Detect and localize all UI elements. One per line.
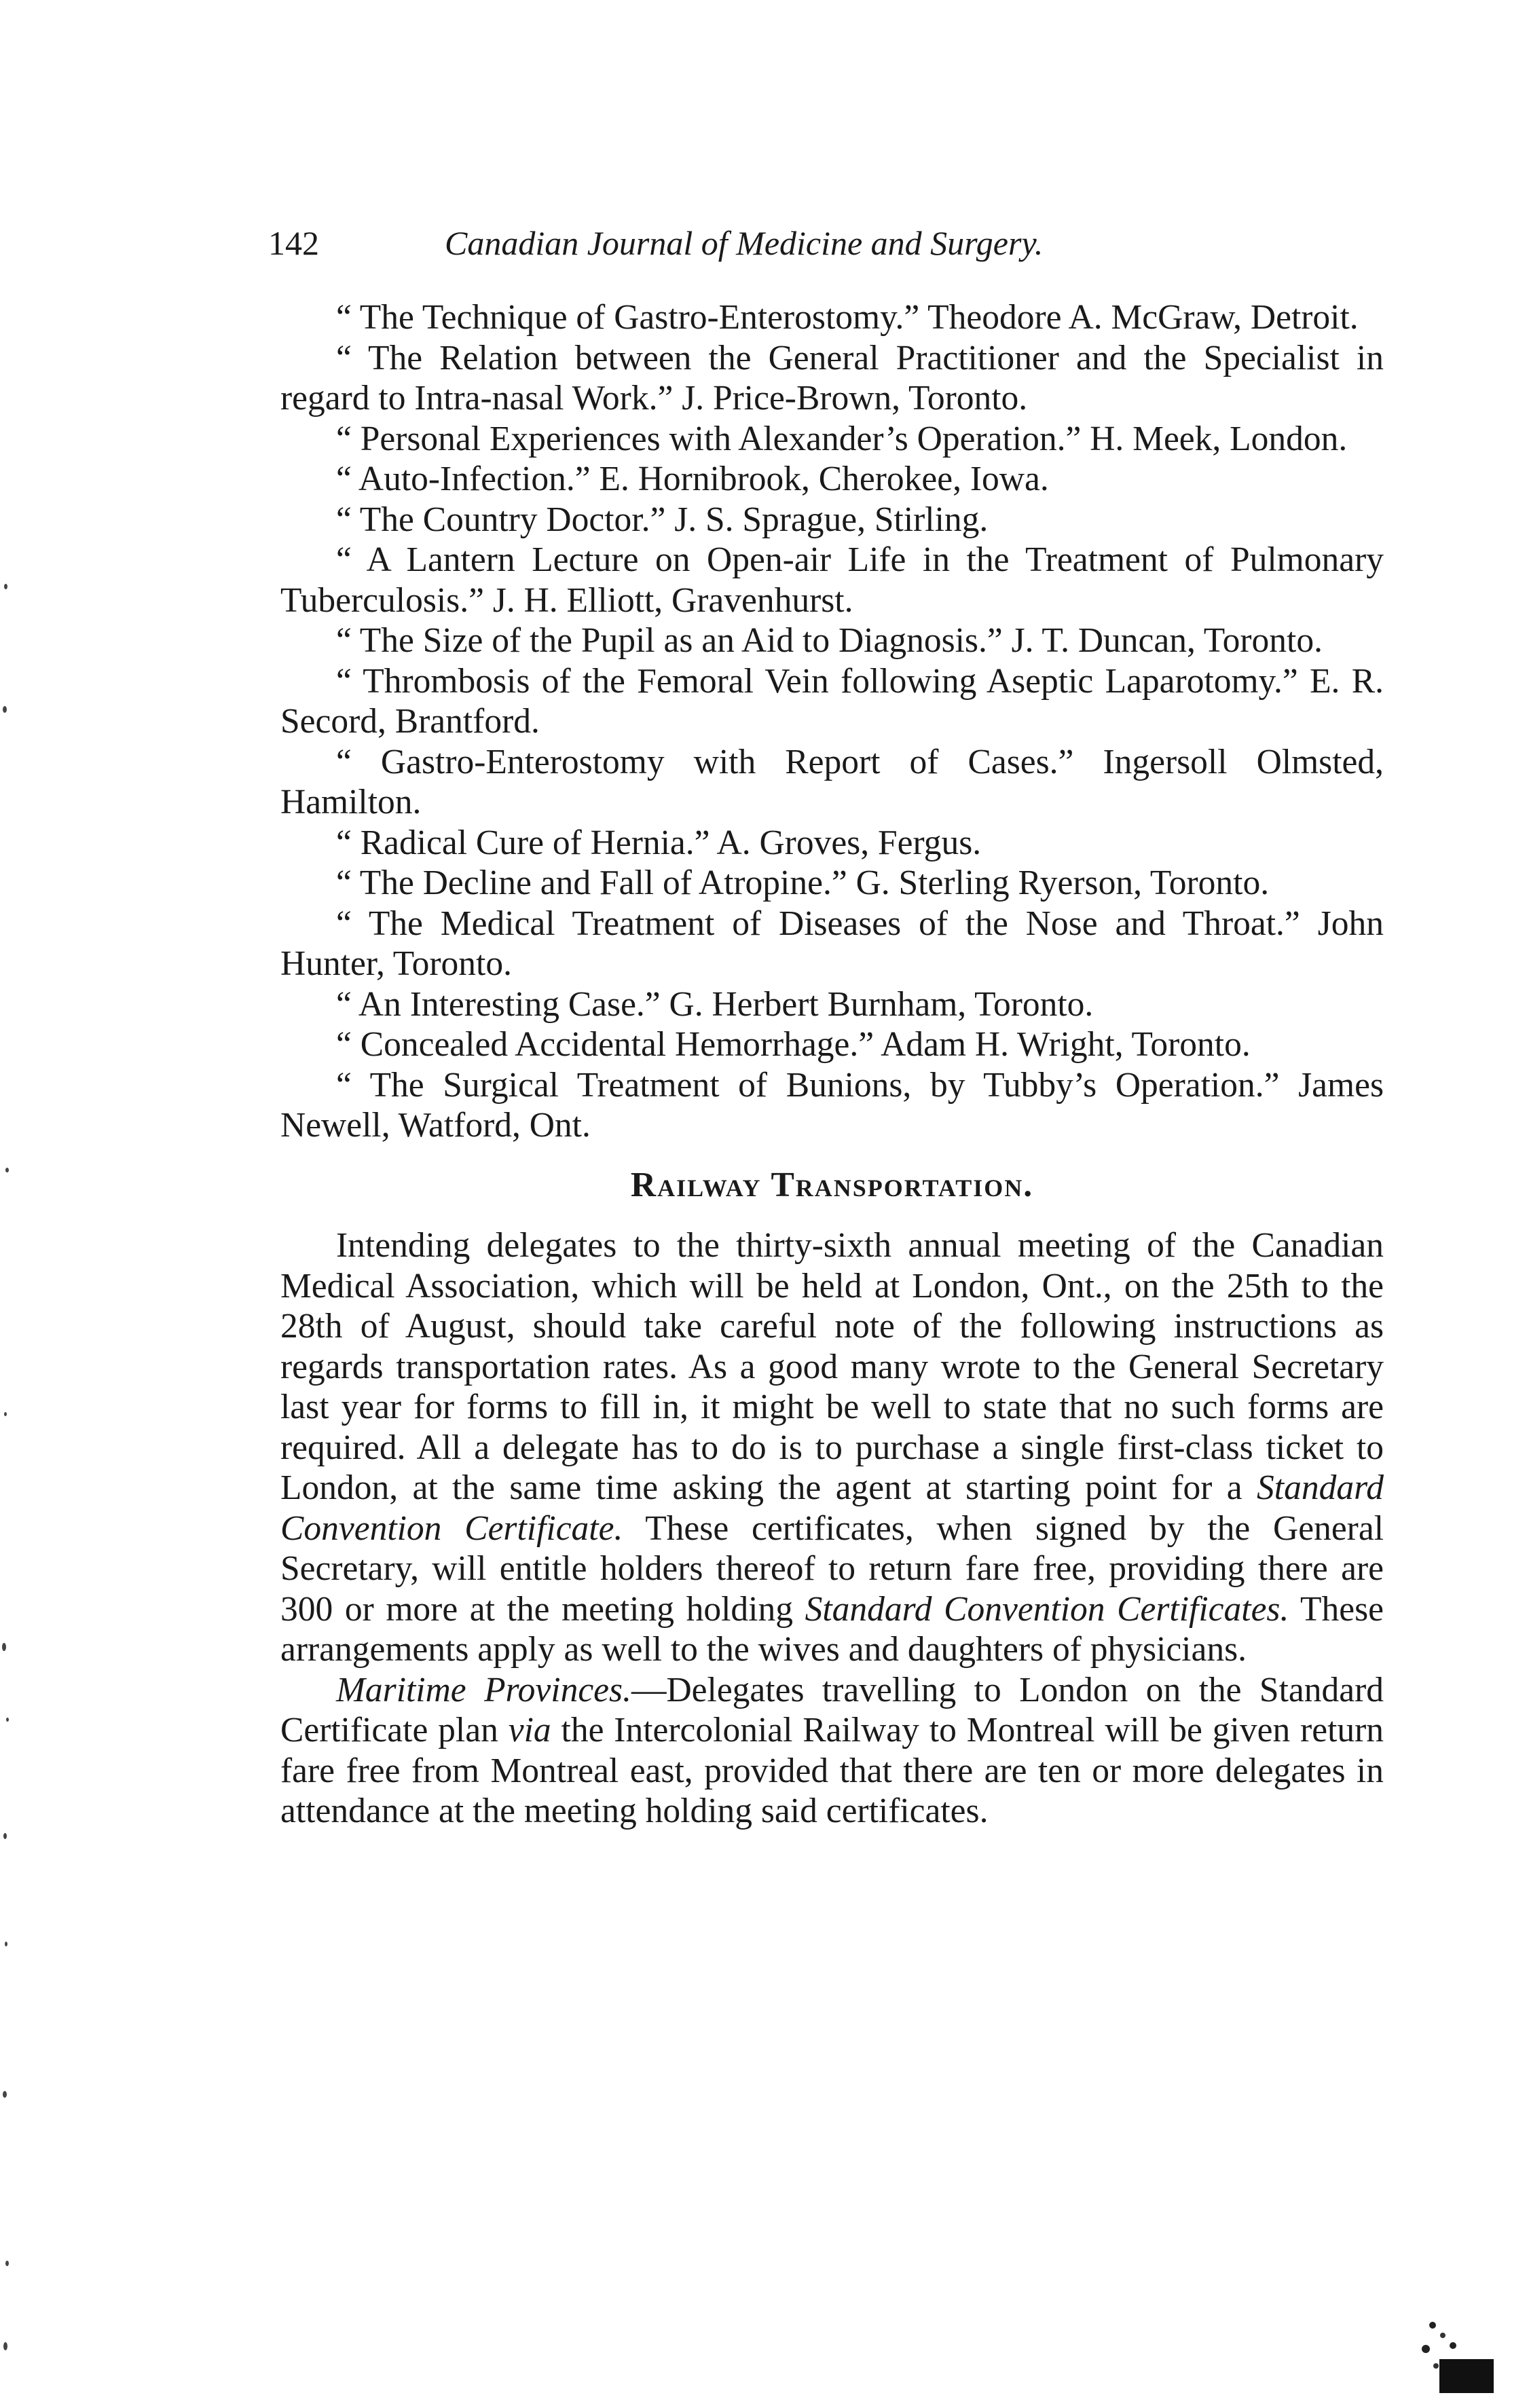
certificate-term: Standard Convention Certificates.	[805, 1589, 1289, 1629]
transport-paragraph	[280, 1225, 1384, 1670]
scan-corner-mark	[1392, 2312, 1494, 2393]
list-item: “ The Surgical Treatment of Bunions, by Tubby’s Operation.” James Newell, Watford, Ont.	[280, 1065, 1384, 1145]
list-item: “ The Medical Treatment of Diseases of the Nose and Throat.” John Hunter, Toronto.	[280, 904, 1384, 983]
list-item: “ The Technique of Gastro-Enterostomy.” Theodore A. McGraw, Detroit.	[336, 298, 1359, 337]
list-item: “ The Size of the Pupil as an Aid to Diagnosis.” J. T. Duncan, Toronto.	[336, 621, 1323, 660]
section-heading: Railway Transportation.	[630, 1165, 1034, 1204]
paragraph-text: Intending delegates to the thirty-sixth annual meeting of the Canadian Medical Association, which will be held at London, Ont., on the 25th to the 28th of August, should take careful note of the following instructions as regards transportation rates. As a good many wrote to the General Secretary last year for forms to fill in, it might be well to state that no such forms are required. All a delegate has to do is to purchase a single first-class ticket to London, at the same time asking the agent at starting point for a	[280, 1226, 1384, 1507]
paragraph-text: These arrangements apply as well to the wives and daughters of physicians.	[280, 1589, 1384, 1669]
list-item: “ The Decline and Fall of Atropine.” G. Sterling Ryerson, Toronto.	[336, 864, 1270, 902]
list-item: “ Auto-Infection.” E. Hornibrook, Cherokee, Iowa.	[336, 460, 1049, 498]
list-item: “ Thrombosis of the Femoral Vein following Aseptic Laparotomy.” E. R. Secord, Brantford.	[280, 661, 1384, 741]
page-body	[280, 297, 1384, 1832]
page-number: 142	[268, 224, 319, 262]
list-item: “ Personal Experiences with Alexander’s Operation.” H. Meek, London.	[336, 419, 1348, 458]
certificate-term: Standard Convention Certificate.	[280, 1468, 1384, 1548]
scan-margin-specks	[0, 0, 27, 2408]
paragraph-text: These certificates, when signed by the General Secretary, will entitle holders thereof to return fare free, providing there are 300 or more at the meeting holding	[280, 1508, 1384, 1629]
list-item: “ An Interesting Case.” G. Herbert Burnham, Toronto.	[336, 984, 1094, 1024]
list-item: “ The Country Doctor.” J. S. Sprague, Stirling.	[336, 500, 989, 539]
via-term: via	[508, 1711, 551, 1749]
list-item: “ Concealed Accidental Hemorrhage.” Adam H. Wright, Toronto.	[336, 1025, 1251, 1064]
paragraph-text: the Intercolonial Railway to Montreal will be given return fare free from Montreal east, provided that there are ten or more delegates in attendance at the meeting holding said certificates.	[280, 1711, 1384, 1830]
running-title: Canadian Journal of Medicine and Surgery.	[445, 224, 1044, 262]
list-item: “ Gastro-Enterostomy with Report of Cases.” Ingersoll Olmsted, Hamilton.	[280, 742, 1384, 821]
maritime-paragraph	[280, 1670, 1384, 1832]
paragraph-text: —Delegates travelling to London on the Standard Certificate plan	[280, 1670, 1384, 1749]
list-item: “ Radical Cure of Hernia.” A. Groves, Fergus.	[336, 823, 982, 862]
page-header	[268, 216, 1382, 270]
list-item: “ The Relation between the General Practitioner and the Specialist in regard to Intra-nasal Work.” J. Price-Brown, Toronto.	[280, 338, 1384, 418]
paragraph-lead: Maritime Provinces.	[336, 1670, 631, 1709]
list-item: “ A Lantern Lecture on Open-air Life in the Treatment of Pulmonary Tuberculosis.” J. H. Elliott, Gravenhurst.	[280, 540, 1384, 620]
paper-list	[280, 297, 1384, 1146]
